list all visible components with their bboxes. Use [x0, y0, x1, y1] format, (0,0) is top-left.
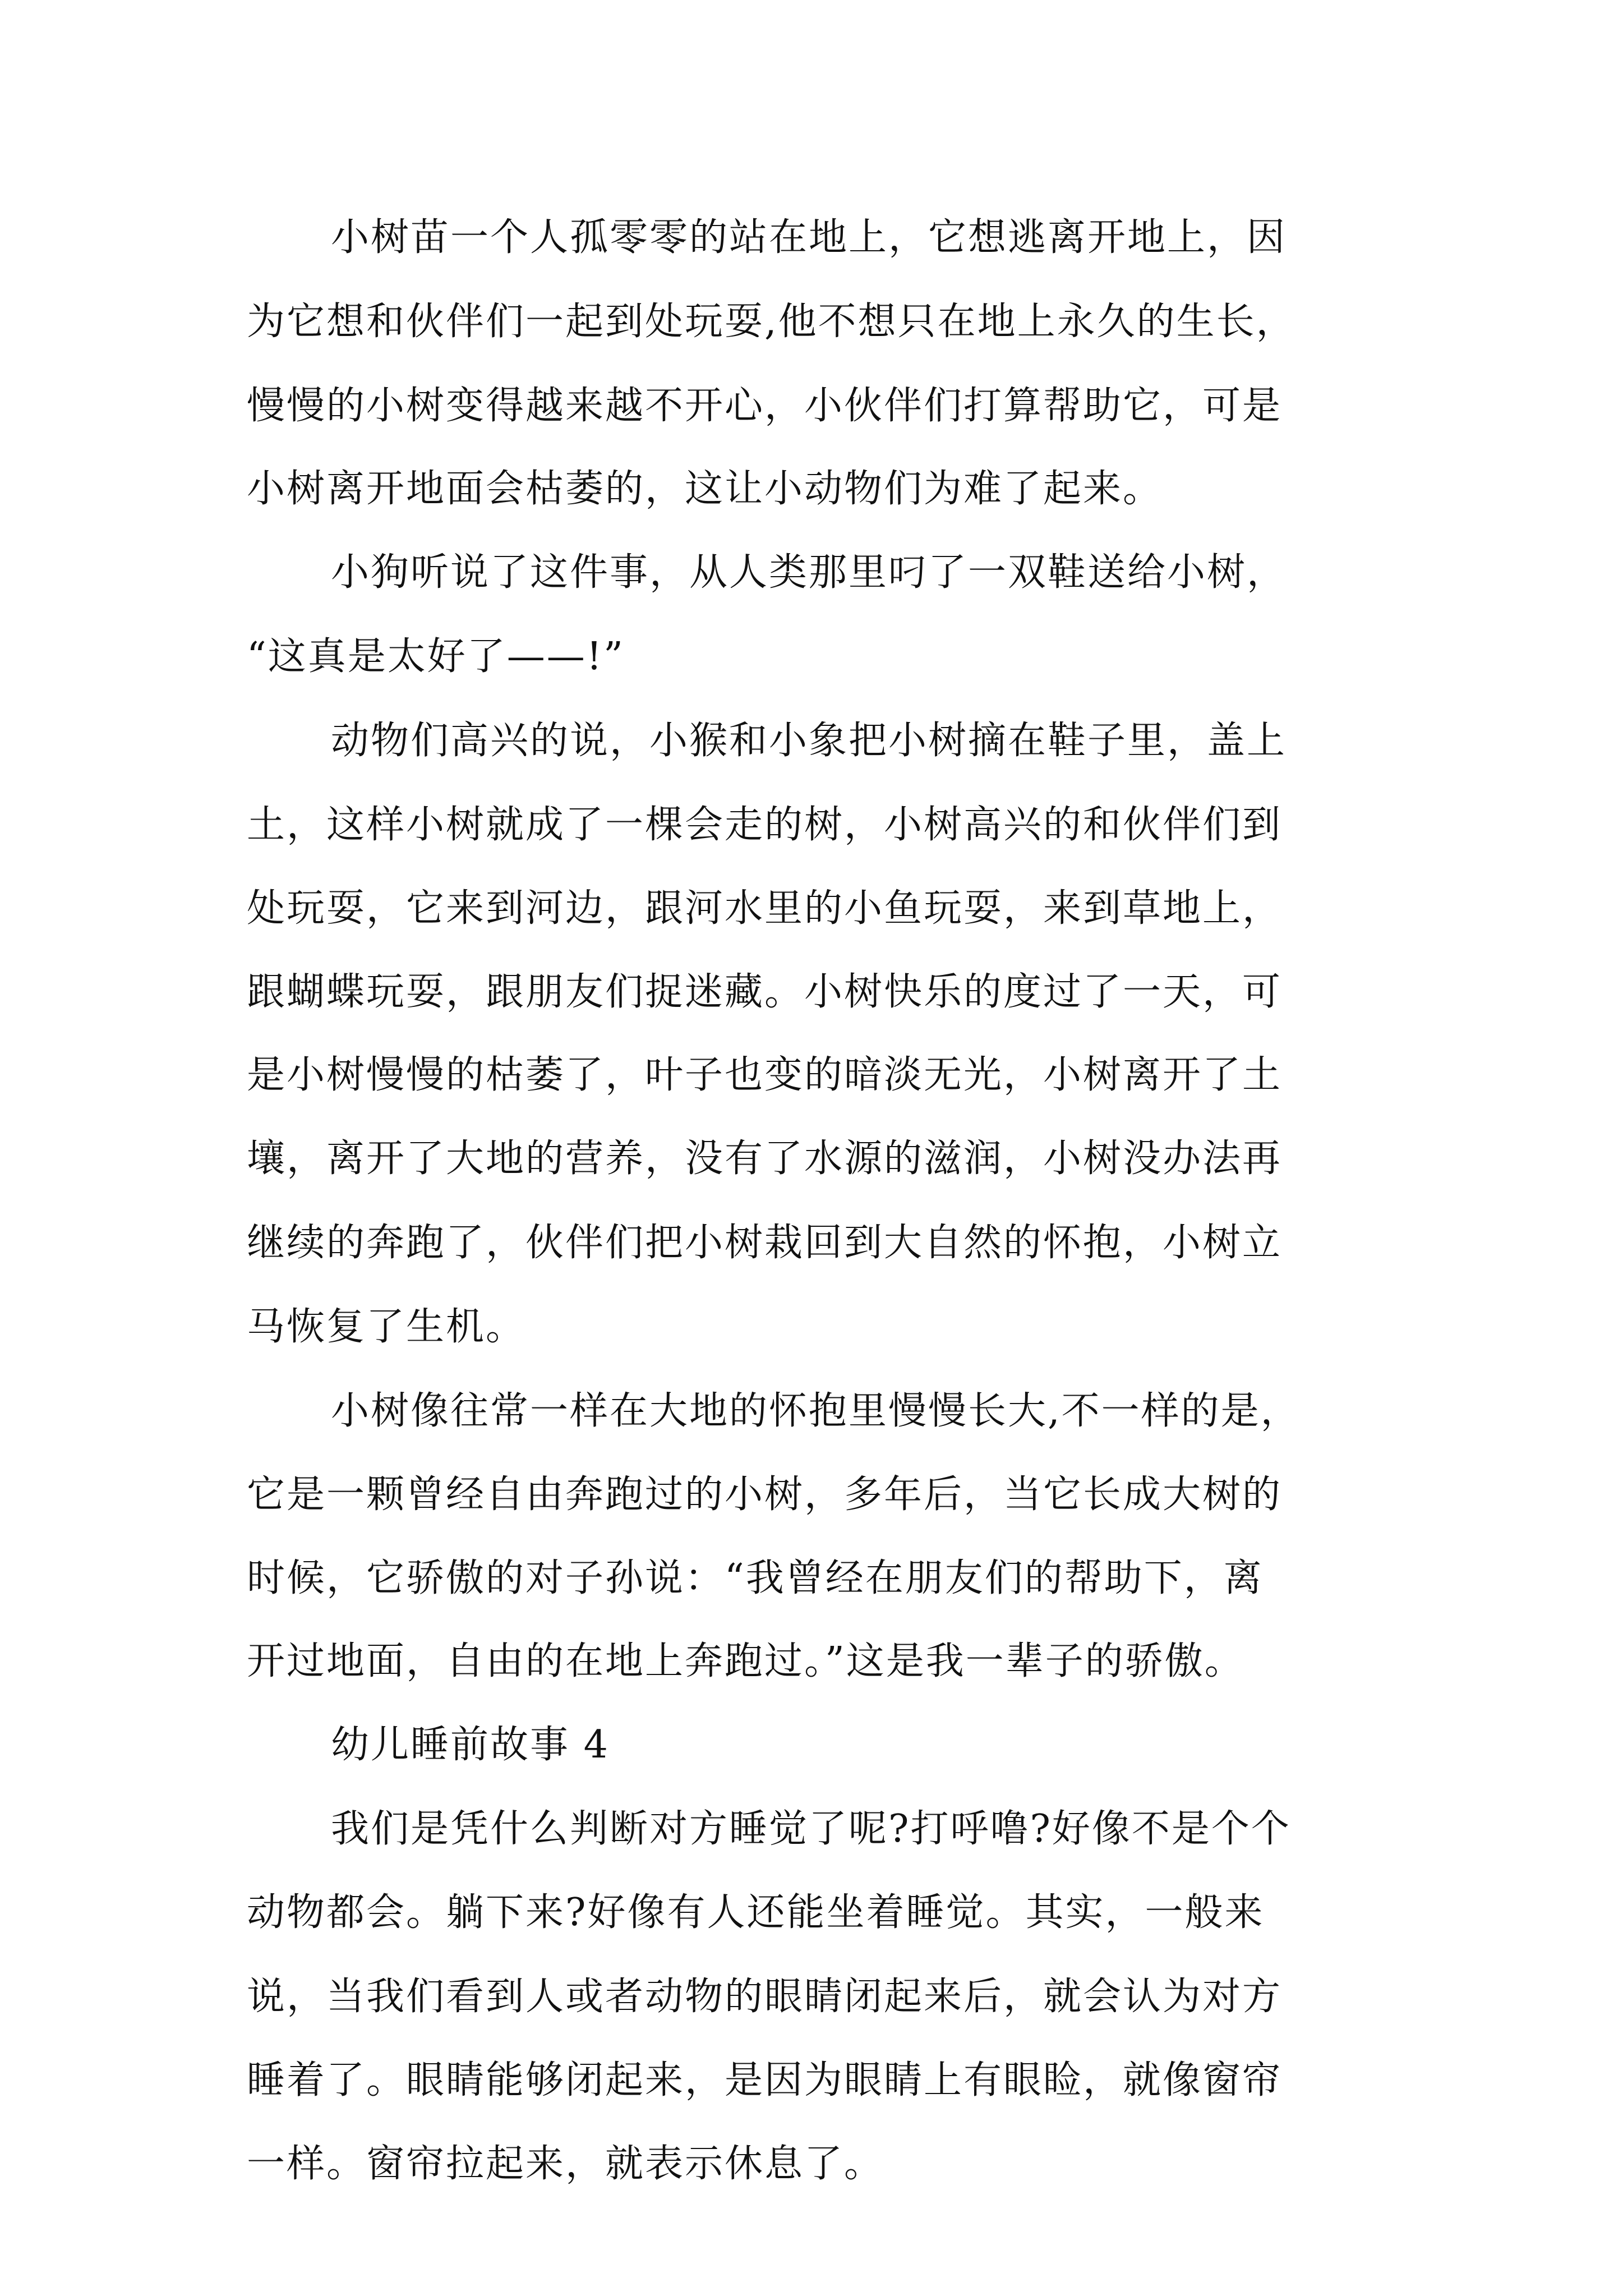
text-line: 继续的奔跑了，伙伴们把小树栽回到大自然的怀抱，小树立	[247, 1221, 1283, 1265]
text-line: 小狗听说了这件事，从人类那里叼了一双鞋送给小树，	[331, 550, 1287, 595]
text-line: 我们是凭什么判断对方睡觉了呢?打呼噜?好像不是个个	[331, 1807, 1291, 1851]
section-heading: 幼儿睡前故事 4	[331, 1723, 610, 1767]
text-line: “这真是太好了——!”	[247, 634, 625, 679]
text-line: 为它想和伙伴们一起到处玩耍,他不想只在地上永久的生长，	[247, 300, 1296, 344]
text-line: 一样。窗帘拉起来，就表示休息了。	[247, 2142, 884, 2186]
text-line: 睡着了。眼睛能够闭起来，是因为眼睛上有眼睑，就像窗帘	[247, 2058, 1283, 2102]
text-line: 壤，离开了大地的营养，没有了水源的滋润，小树没办法再	[247, 1137, 1283, 1181]
text-line: 是小树慢慢的枯萎了，叶子也变的暗淡无光，小树离开了土	[247, 1053, 1283, 1097]
text-line: 土，这样小树就成了一棵会走的树，小树高兴的和伙伴们到	[247, 803, 1283, 847]
text-line: 小树离开地面会枯萎的，这让小动物们为难了起来。	[247, 467, 1163, 511]
text-line: 时候，它骄傲的对子孙说：“我曾经在朋友们的帮助下，离	[247, 1556, 1264, 1600]
text-line: 小树像往常一样在大地的怀抱里慢慢长大,不一样的是，	[331, 1389, 1301, 1433]
text-line: 马恢复了生机。	[247, 1305, 526, 1349]
text-line: 它是一颗曾经自由奔跑过的小树，多年后，当它长成大树的	[247, 1473, 1283, 1517]
text-line: 处玩耍，它来到河边，跟河水里的小鱼玩耍，来到草地上，	[247, 886, 1283, 931]
text-line: 慢慢的小树变得越来越不开心，小伙伴们打算帮助它，可是	[247, 384, 1283, 428]
text-line: 说，当我们看到人或者动物的眼睛闭起来后，就会认为对方	[247, 1975, 1283, 2019]
text-line: 跟蝴蝶玩耍，跟朋友们捉迷藏。小树快乐的度过了一天，可	[247, 970, 1283, 1014]
text-line: 小树苗一个人孤零零的站在地上，它想逃离开地上，因	[331, 215, 1287, 260]
text-line: 动物们高兴的说，小猴和小象把小树摘在鞋子里，盖上	[331, 719, 1287, 763]
text-line: 开过地面，自由的在地上奔跑过。”这是我一辈子的骄傲。	[247, 1639, 1244, 1683]
text-line: 动物都会。躺下来?好像有人还能坐着睡觉。其实，一般来	[247, 1890, 1265, 1935]
